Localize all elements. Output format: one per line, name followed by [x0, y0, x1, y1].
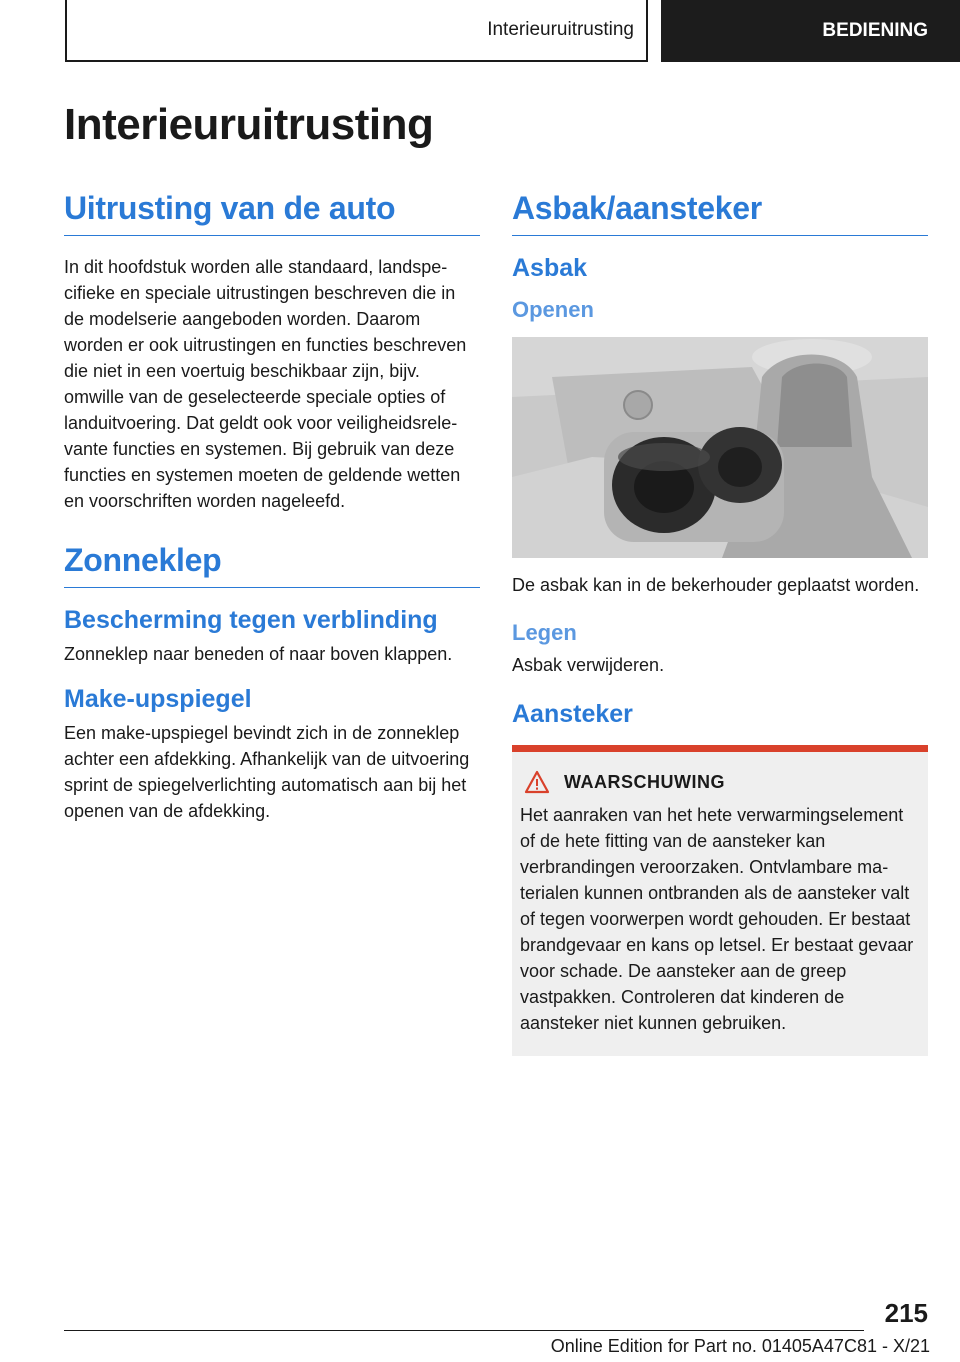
heading-asbak-aansteker: Asbak/aansteker: [512, 190, 928, 236]
warning-triangle-icon: [524, 770, 550, 794]
text-uitrusting: In dit hoofdstuk worden alle standaard, landspecifieke en speciale uitrustingen beschreven die in de modelserie aangeboden worden. Daarom worden er ook uitrustingen en functies beschreven die niet in een voertuig beschikbaar zijn, bijv. omwille van de geselecteerde speciale opties of landuitvoering. Dat geldt ook voor veiligheidsrelevante functies en systemen. Bij gebruik van deze functies en systemen moeten de geldende wetten en voorschriften worden nageleefd.: [64, 257, 467, 511]
heading-openen: Openen: [512, 297, 594, 322]
header-chapter: [661, 0, 960, 62]
header-section: [65, 0, 648, 62]
footer-divider: [64, 1330, 864, 1331]
cupholder-photo: [512, 337, 928, 558]
text-bescherming: Zonneklep naar beneden of naar boven klappen.: [64, 644, 453, 664]
text-make-upspiegel: Een make-upspiegel bevindt zich in de zonneklep achter een afdekking. Afhankelijk van de uitvoering sprint de spiegelverlichting automatisch aan bij het openen van de afdekking.: [64, 723, 470, 821]
page-title: Interieuruitrusting: [64, 100, 434, 149]
left-column: [64, 190, 480, 824]
warning-header: [524, 770, 920, 794]
heading-zonneklep: Zonneklep: [64, 542, 480, 588]
heading-legen: Legen: [512, 620, 577, 645]
heading-aansteker: Aansteker: [512, 700, 633, 728]
footer-edition: Online Edition for Part no. 01405A47C81 - X/21: [550, 1336, 930, 1356]
right-column: [512, 190, 928, 1056]
warning-bar: [512, 745, 928, 752]
text-legen: Asbak verwijderen.: [512, 655, 665, 675]
header-chapter-label: BEDIENING: [822, 20, 928, 41]
heading-asbak: Asbak: [512, 254, 588, 282]
heading-uitrusting: Uitrusting van de auto: [64, 190, 480, 236]
page-number: 215: [884, 1298, 928, 1328]
header-section-label: Interieuruitrusting: [487, 19, 634, 40]
heading-make-upspiegel: Make-upspiegel: [64, 685, 252, 713]
text-openen: De asbak kan in de bekerhouder geplaatst worden.: [512, 575, 920, 595]
warning-text: Het aanraken van het hete verwarmingselement of de hete fitting van de aansteker kan verbrandingen veroorzaken. Ontvlambare materialen kunnen ontbranden als de aansteker valt of tegen voorwerpen wordt gehouden. Er bestaat brandgevaar en kans op letsel. Er bestaat gevaar voor schade. De aansteker aan de greep vastpakken. Controleren dat kinderen de aansteker niet kunnen gebruiken.: [520, 805, 914, 1033]
warning-title: WAARSCHUWING: [564, 771, 725, 792]
heading-bescherming: Bescherming tegen verblinding: [64, 606, 438, 634]
warning-box: [512, 752, 928, 1056]
